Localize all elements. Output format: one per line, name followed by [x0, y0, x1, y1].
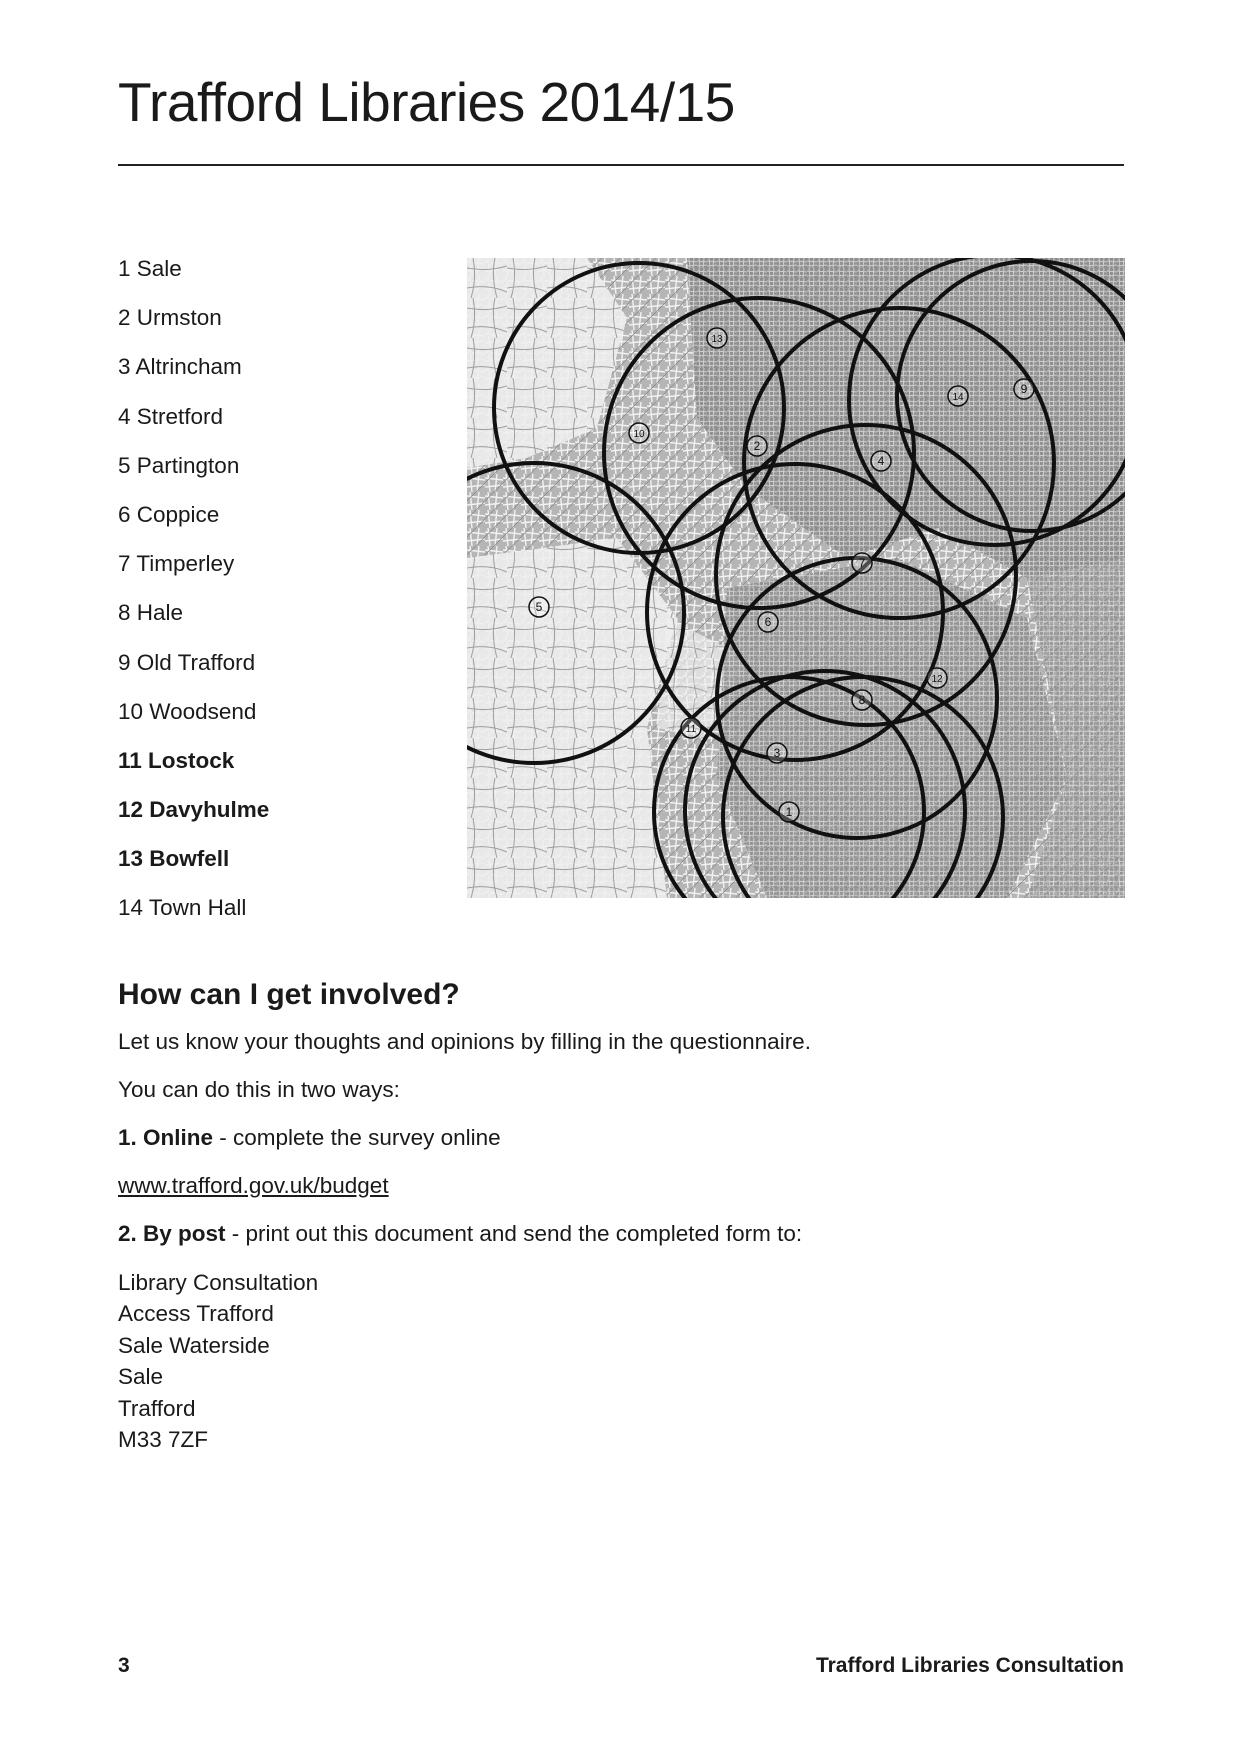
map-marker: [707, 328, 727, 348]
online-text: - complete the survey online: [213, 1124, 501, 1150]
list-item: 2 Urmston: [118, 305, 222, 331]
list-item: 9 Old Trafford: [118, 649, 256, 675]
list-item: 7 Timperley: [118, 551, 235, 577]
list-item: 4 Stretford: [118, 403, 224, 429]
list-item: 11 Lostock: [118, 747, 235, 773]
intro-text: Let us know your thoughts and opinions by filling in the questionnaire.: [118, 1028, 811, 1054]
map-marker: [629, 423, 649, 443]
address-line: M33 7ZF: [118, 1427, 209, 1452]
online-option: [118, 1123, 1124, 1153]
list-item: 13 Bowfell: [118, 846, 230, 872]
list-item: 6 Coppice: [118, 501, 220, 527]
address-line: Trafford: [118, 1395, 196, 1421]
map-rural-area: [467, 538, 677, 898]
address-line: Library Consultation: [118, 1269, 319, 1295]
library-coverage-map: [467, 258, 1125, 898]
svg-text:5: 5: [535, 600, 543, 614]
list-item: 1 Sale: [118, 256, 182, 281]
svg-text:1: 1: [785, 805, 793, 819]
svg-text:13: 13: [711, 334, 723, 345]
section-heading: How can I get involved?: [118, 978, 460, 1011]
map-marker: [747, 436, 767, 456]
list-item: 14 Town Hall: [118, 895, 247, 921]
library-list: [118, 254, 269, 943]
svg-text:12: 12: [931, 674, 943, 685]
page-title: Trafford Libraries 2014/15: [118, 71, 735, 133]
address-line: Sale Waterside: [118, 1332, 270, 1358]
list-item: 3 Altrincham: [118, 354, 242, 380]
svg-text:4: 4: [877, 454, 885, 468]
post-text: - print out this document and send the completed form to:: [225, 1220, 803, 1246]
svg-text:3: 3: [773, 746, 781, 760]
footer-title: Trafford Libraries Consultation: [815, 1654, 1124, 1677]
map-marker: [927, 668, 947, 688]
map-marker: [529, 597, 549, 617]
map-marker: [681, 718, 701, 738]
post-option: [118, 1219, 1124, 1249]
svg-text:7: 7: [858, 556, 866, 570]
list-item: 10 Woodsend: [118, 698, 257, 724]
postal-address: [118, 1267, 1124, 1456]
list-item: 5 Partington: [118, 452, 240, 478]
list-item: 8 Hale: [118, 600, 184, 626]
svg-text:11: 11: [685, 724, 697, 735]
get-involved-section: [118, 978, 1124, 1456]
svg-text:9: 9: [1020, 382, 1028, 396]
map-marker: [852, 690, 872, 710]
svg-text:2: 2: [753, 439, 761, 453]
address-line: Access Trafford: [118, 1301, 274, 1326]
page-number: 3: [118, 1654, 130, 1677]
map-marker: [852, 553, 872, 573]
title-divider: [118, 164, 1124, 166]
list-item: 12 Davyhulme: [118, 797, 270, 823]
map-marker: [1014, 379, 1034, 399]
svg-text:10: 10: [633, 429, 645, 440]
svg-text:14: 14: [952, 392, 964, 403]
map-marker: [948, 386, 968, 406]
svg-text:6: 6: [764, 615, 772, 629]
map-marker: [758, 612, 778, 632]
ways-text: You can do this in two ways:: [118, 1076, 400, 1102]
map-marker: [779, 802, 799, 822]
online-label: 1. Online: [118, 1124, 214, 1150]
svg-text:8: 8: [858, 693, 866, 707]
address-line: Sale: [118, 1364, 164, 1389]
post-label: 2. By post: [118, 1220, 226, 1246]
map-marker: [871, 451, 891, 471]
budget-link[interactable]: www.trafford.gov.uk/budget: [118, 1172, 389, 1198]
map-marker: [767, 743, 787, 763]
